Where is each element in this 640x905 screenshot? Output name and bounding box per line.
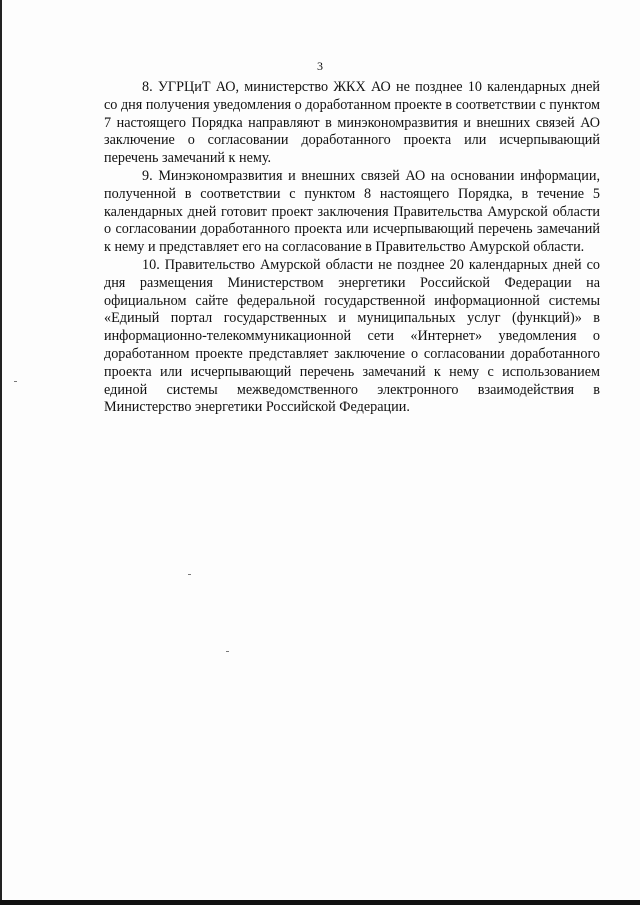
- scan-speck: [14, 381, 17, 382]
- scan-bottom-edge: [0, 900, 640, 905]
- scan-speck: [188, 574, 191, 575]
- page-number: 3: [317, 59, 323, 73]
- document-body: [104, 79, 600, 417]
- paragraph-10: 10. Правительство Амурской области не позднее 20 календарных дней со дня размещения Министерством энергетики Российской Федерации на официальном сайте федеральной государственной информационной системы «Единый портал государственных и муниципальных услуг (функций)» в информационно-телекоммуникационной сети «Интернет» уведомления о доработанном проекте представляет заключение о согласовании доработанного проекта или исчерпывающий перечень замечаний к нему с использованием единой системы межведомственного электронного взаимодействия в Министерство энергетики Российской Федерации.: [104, 256, 600, 416]
- scan-speck: [226, 651, 229, 652]
- paragraph-9: 9. Минэкономразвития и внешних связей АО на основании информации, полученной в соответствии с пунктом 8 настоящего Порядка, в течение 5 календарных дней готовит проект заключения Правительства Амурской области о согласовании доработанного проекта или исчерпывающий перечень замечаний к нему и представляет его на согласование в Правительство Амурской области.: [104, 167, 600, 256]
- paragraph-8: 8. УГРЦиТ АО, министерство ЖКХ АО не позднее 10 календарных дней со дня получения уведомления о доработанном проекте в соответствии с пунктом 7 настоящего Порядка направляют в минэкономразвития и внешних связей АО заключение о согласовании доработанного проекта или исчерпывающий перечень замечаний к нему.: [104, 79, 600, 167]
- scan-left-edge: [0, 0, 2, 905]
